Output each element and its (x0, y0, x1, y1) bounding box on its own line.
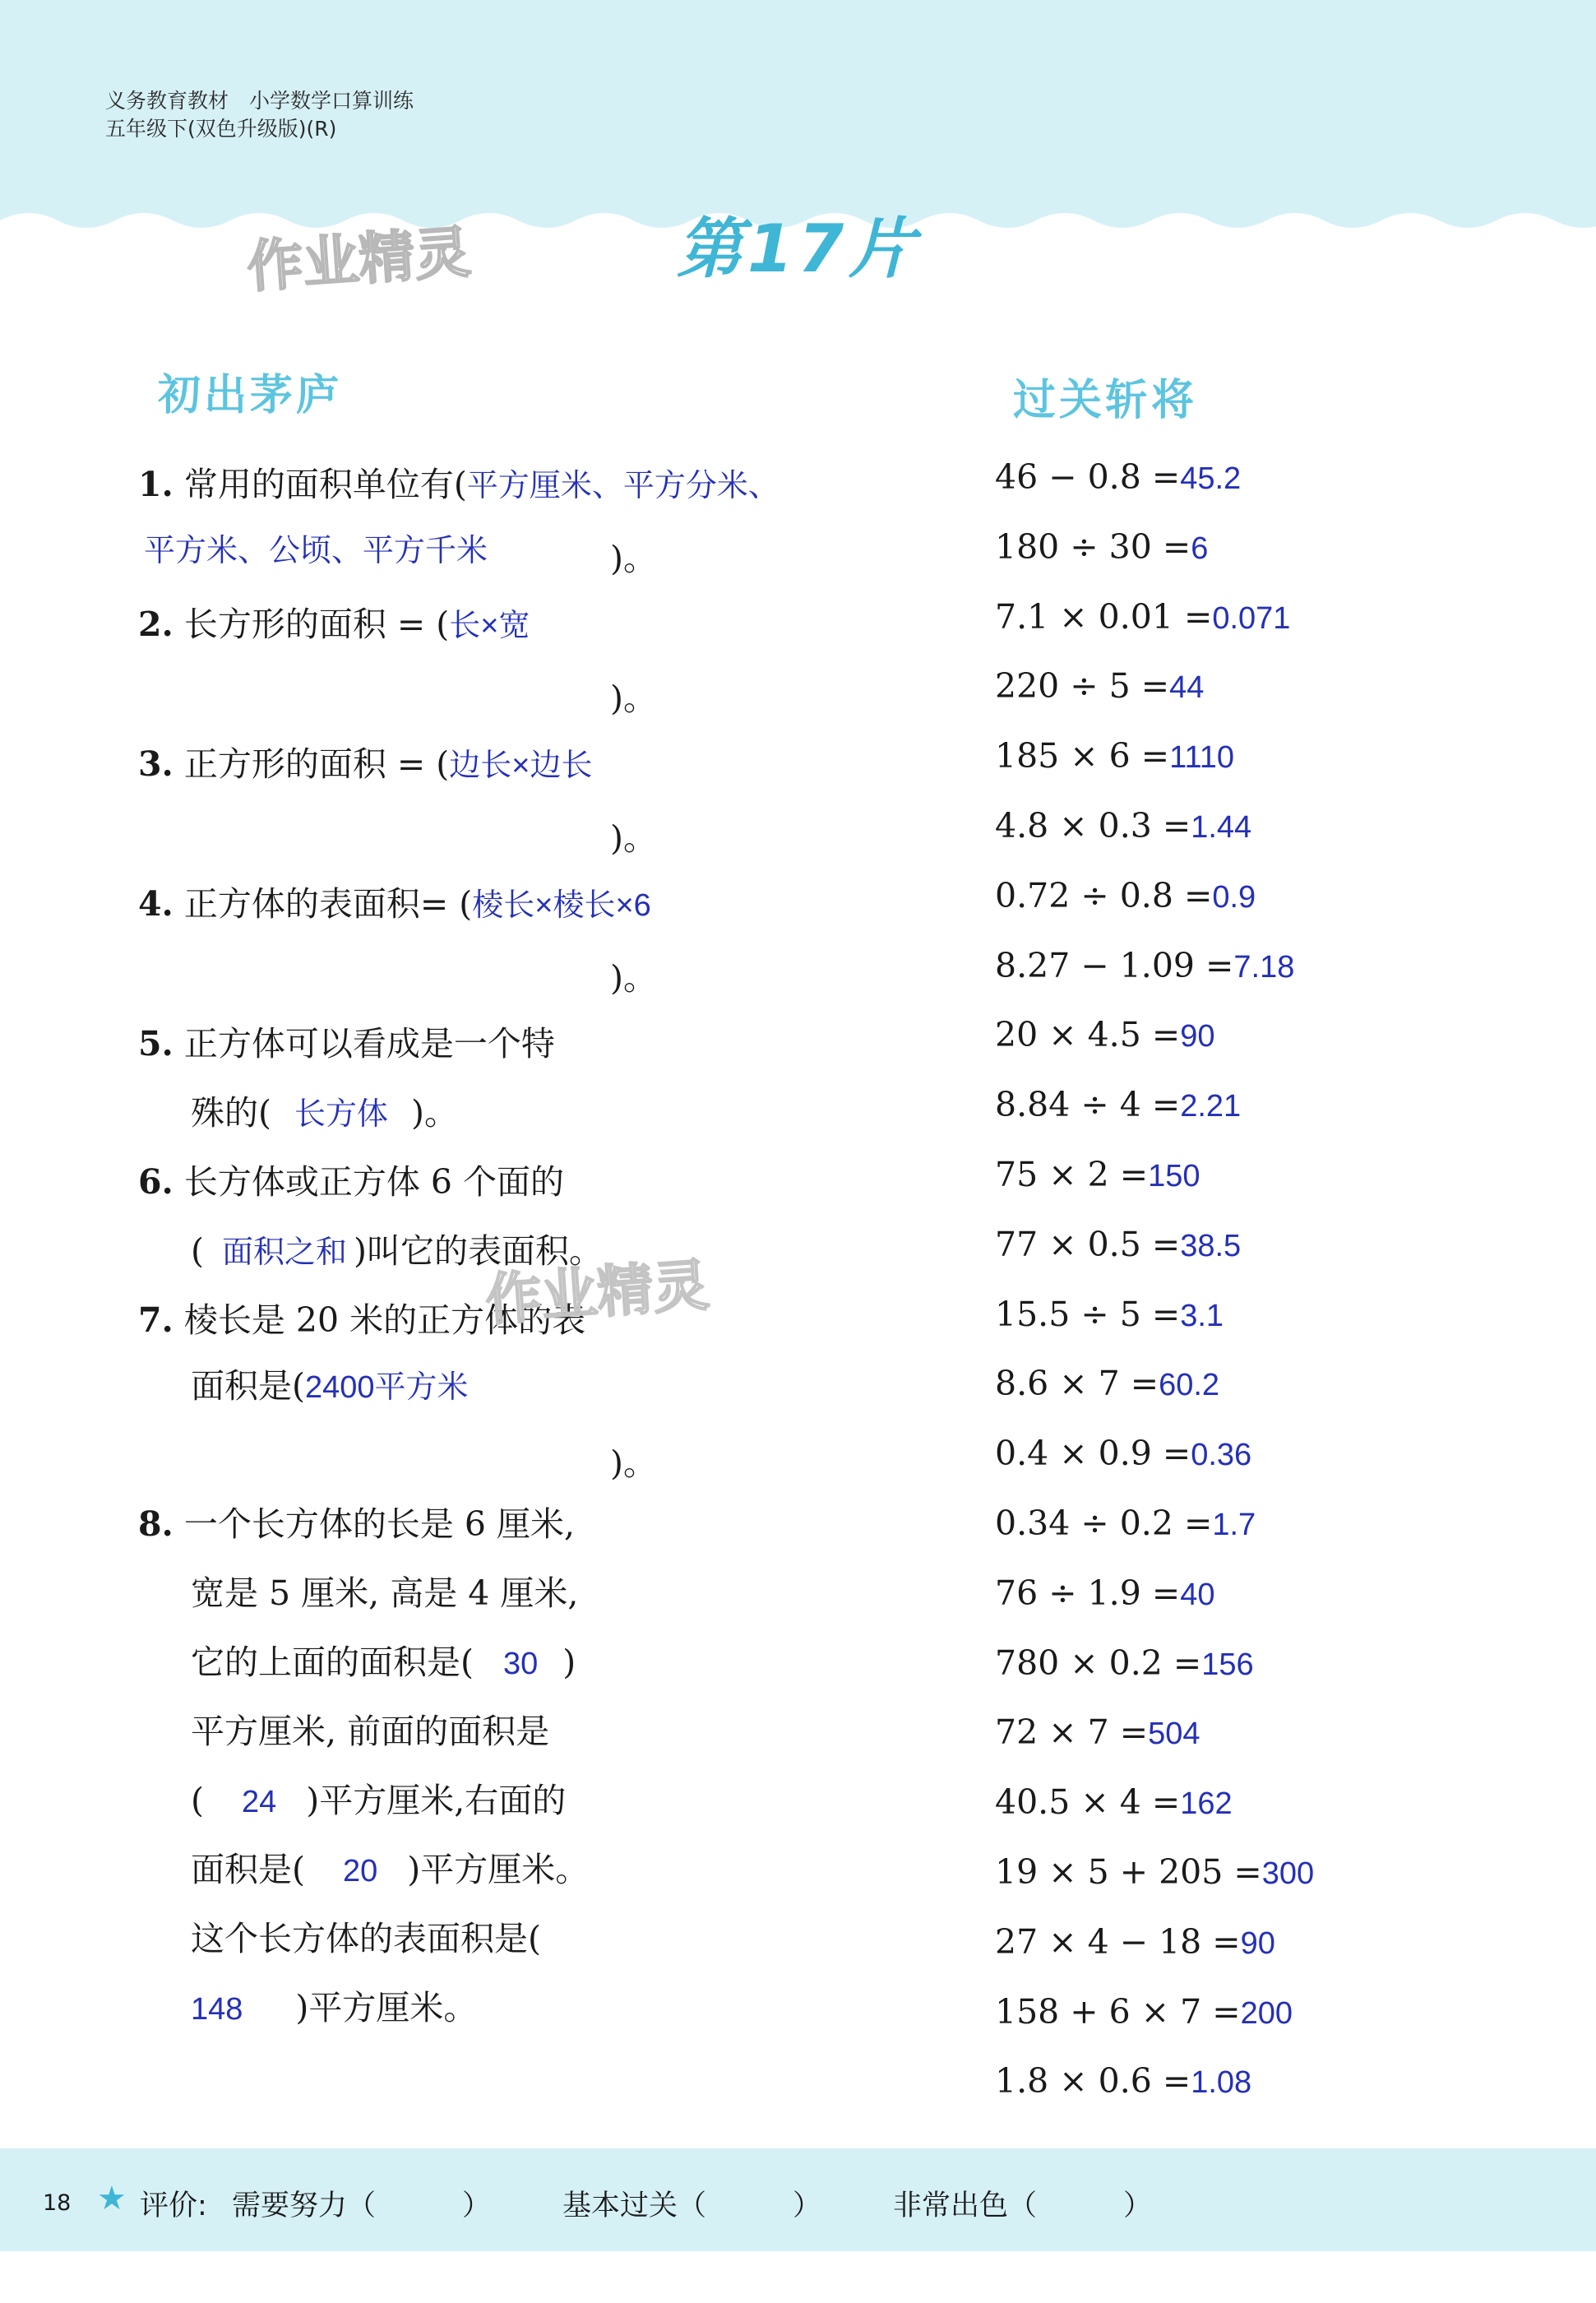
calculation-expression: 40.5 × 4 = (995, 1782, 1181, 1823)
calculation-expression: 180 ÷ 30 = (995, 526, 1191, 567)
calculation-expression: 20 × 4.5 = (995, 1015, 1181, 1055)
watermark-logo: 作业精灵 (244, 220, 473, 301)
question-text: 面积是( (191, 1366, 305, 1406)
page-title: 第17片 (676, 211, 920, 287)
question-text: 长方形的面积 = ( (183, 605, 450, 644)
calculation-row (995, 1015, 1214, 1054)
question-3-close: )。 (610, 818, 657, 858)
calculation-expression: 46 − 0.8 = (995, 457, 1181, 497)
calculation-answer: 6 (1191, 531, 1209, 566)
calculation-answer: 7.18 (1233, 949, 1295, 985)
question-number: 7. (138, 1300, 173, 1340)
calculation-row (995, 1643, 1254, 1683)
calculation-expression: 1.8 × 0.6 = (995, 2061, 1191, 2101)
calculation-answer: 0.36 (1191, 1438, 1252, 1473)
rating-basic-pass: 基本过关（ ） (562, 2189, 822, 2222)
calculation-expression: 0.72 ÷ 0.8 = (995, 875, 1213, 915)
calculation-expression: 72 × 7 = (995, 1712, 1149, 1753)
question-text: 正方体的表面积= ( (183, 884, 473, 924)
answer: 24 (242, 1785, 277, 1819)
calculation-expression: 19 × 5 + 205 = (995, 1852, 1262, 1892)
calculation-row (995, 2061, 1251, 2101)
calculation-row (995, 457, 1241, 497)
question-text: 它的上面的面积是( (191, 1643, 474, 1682)
calculation-expression: 27 × 4 − 18 = (995, 1921, 1241, 1962)
book-title-line2: 五年级下(双色升级版)(R) (105, 117, 337, 141)
answer: 长×宽 (449, 609, 530, 643)
calculation-answer: 1.08 (1191, 2065, 1252, 2101)
question-7-close: )。 (610, 1443, 657, 1483)
question-2-close: )。 (610, 679, 657, 718)
calculation-answer: 38.5 (1180, 1228, 1242, 1263)
calculation-expression: 0.4 × 0.9 = (995, 1434, 1191, 1474)
question-number: 1. (138, 465, 173, 504)
calculation-expression: 8.84 ÷ 4 = (995, 1085, 1181, 1125)
question-text: )叫它的表面积。 (354, 1231, 604, 1271)
calculation-row (995, 527, 1208, 567)
question-number: 6. (138, 1162, 173, 1202)
answer: 30 (503, 1647, 539, 1681)
question-5-line2 (191, 1086, 458, 1134)
question-number: 8. (138, 1504, 173, 1544)
question-text: 殊的( (191, 1093, 271, 1133)
calculation-answer: 156 (1201, 1647, 1254, 1682)
calculation-answer: 1110 (1169, 740, 1235, 776)
watermark-logo: 作业精灵 (483, 1253, 711, 1334)
calculation-row (995, 1922, 1275, 1962)
question-text: 棱长是 20 米的正方体的表 (183, 1300, 586, 1340)
question-text: )。 (411, 1093, 459, 1133)
calculation-answer: 90 (1180, 1019, 1215, 1054)
calculation-answer: 0.071 (1212, 600, 1291, 636)
question-text: )平方厘米。 (295, 1988, 478, 2027)
answer: 148 (191, 1992, 243, 2027)
calculation-expression: 185 × 6 = (995, 736, 1170, 776)
calculation-row (995, 1992, 1293, 2032)
calculation-answer: 1.44 (1191, 810, 1252, 845)
calculation-expression: 75 × 2 = (995, 1155, 1149, 1194)
calculation-answer: 60.2 (1159, 1368, 1220, 1403)
calculation-expression: 7.1 × 0.01 = (995, 596, 1213, 637)
question-1-close: )。 (610, 539, 657, 578)
calculation-answer: 1.7 (1212, 1508, 1256, 1542)
calculation-answer: 0.9 (1212, 879, 1256, 915)
question-text: )平方厘米,右面的 (306, 1781, 567, 1820)
calculation-answer: 300 (1261, 1856, 1315, 1891)
calculation-expression: 8.6 × 7 = (995, 1364, 1159, 1404)
question-8-line4: 平方厘米, 前面的面积是 (191, 1712, 550, 1751)
answer: 面积之和 (222, 1235, 348, 1270)
calculation-row (995, 1573, 1214, 1613)
calculation-row (995, 946, 1294, 985)
calculation-row (995, 666, 1204, 706)
calculation-row (995, 1085, 1241, 1124)
calculation-row (995, 1155, 1200, 1194)
question-text: 一个长方体的长是 6 厘米, (183, 1504, 576, 1544)
calculation-row (995, 1782, 1233, 1822)
section-title-right: 过关斩将 (1013, 376, 1198, 425)
question-text: 正方体可以看成是一个特 (183, 1024, 555, 1063)
question-text: 常用的面积单位有( (183, 465, 467, 504)
question-3-line1 (138, 737, 592, 785)
calculation-expression: 15.5 ÷ 5 = (995, 1294, 1181, 1334)
calculation-row (995, 1225, 1241, 1264)
calculation-expression: 76 ÷ 1.9 = (995, 1573, 1181, 1613)
question-text: 正方形的面积 = ( (183, 744, 450, 784)
calculation-expression: 780 × 0.2 = (995, 1643, 1202, 1683)
question-8-line5 (191, 1773, 566, 1822)
calculation-answer: 40 (1180, 1577, 1215, 1612)
question-7-line2 (191, 1359, 469, 1407)
question-text: ( (191, 1231, 204, 1271)
question-8-line7: 这个长方体的表面积是( (191, 1919, 541, 1958)
question-8-line2: 宽是 5 厘米, 高是 4 厘米, (191, 1573, 579, 1613)
question-1-line2 (144, 525, 488, 570)
calculation-row (995, 1504, 1256, 1543)
question-1-line1 (138, 457, 779, 506)
calculation-row (995, 1364, 1219, 1403)
question-number: 5. (138, 1024, 173, 1063)
rating-excellent: 非常出色（ ） (893, 2189, 1153, 2222)
calculation-answer: 200 (1240, 1995, 1293, 2031)
star-icon: ★ (97, 2180, 127, 2217)
question-8-line8 (191, 1981, 477, 2029)
question-text: ( (191, 1781, 204, 1820)
question-text: 面积是( (191, 1850, 305, 1889)
answer: 20 (343, 1854, 378, 1888)
calculation-row (995, 876, 1256, 915)
question-text: 长方体或正方体 6 个面的 (183, 1162, 565, 1202)
question-number: 2. (138, 605, 173, 644)
calculation-row (995, 597, 1290, 637)
question-number: 3. (138, 744, 173, 784)
question-4-close: )。 (610, 958, 657, 998)
rating-label: 评价: (140, 2189, 207, 2222)
calculation-row (995, 806, 1251, 846)
book-title-line1: 义务教育教材 小学数学口算训练 (105, 89, 414, 113)
calculation-row (995, 1434, 1251, 1473)
calculation-row (995, 1852, 1314, 1892)
calculation-answer: 3.1 (1180, 1298, 1224, 1333)
question-5-line1 (138, 1017, 555, 1065)
calculation-expression: 77 × 0.5 = (995, 1224, 1181, 1264)
calculation-answer: 2.21 (1180, 1089, 1242, 1124)
question-4-line1 (138, 877, 651, 925)
question-text: )平方厘米。 (407, 1850, 590, 1889)
calculation-answer: 162 (1180, 1786, 1233, 1822)
answer: 平方厘米、平方分米、 (466, 469, 779, 503)
calculation-row (995, 1712, 1200, 1752)
calculation-expression: 8.27 − 1.09 = (995, 945, 1234, 985)
question-8-line6 (191, 1842, 589, 1891)
rating-needs-effort: 需要努力（ ） (232, 2189, 492, 2222)
answer: 棱长×棱长×6 (472, 888, 651, 923)
question-text: ) (562, 1643, 576, 1682)
calculation-expression: 158 + 6 × 7 = (995, 1991, 1241, 2032)
question-6-line1 (138, 1155, 564, 1203)
answer: 2400平方米 (305, 1370, 469, 1405)
question-number: 4. (138, 884, 173, 924)
calculation-expression: 220 ÷ 5 = (995, 666, 1170, 707)
question-8-line3 (191, 1635, 576, 1684)
answer: 边长×边长 (449, 748, 593, 783)
question-8-line1 (138, 1497, 575, 1545)
calculation-row (995, 1295, 1224, 1334)
calculation-row (995, 736, 1234, 776)
calculation-expression: 4.8 × 0.3 = (995, 806, 1191, 846)
calculation-expression: 0.34 ÷ 0.2 = (995, 1504, 1213, 1543)
calculation-answer: 45.2 (1180, 461, 1242, 496)
answer: 平方米、公顷、平方千米 (144, 534, 488, 568)
section-title-left: 初出茅庐 (158, 371, 343, 420)
page-number: 18 (43, 2190, 72, 2216)
answer: 长方体 (294, 1097, 389, 1132)
calculation-answer: 150 (1148, 1159, 1200, 1193)
calculation-answer: 90 (1240, 1925, 1275, 1961)
calculation-answer: 504 (1148, 1717, 1200, 1752)
question-2-line1 (138, 597, 530, 646)
calculation-answer: 44 (1169, 670, 1205, 706)
